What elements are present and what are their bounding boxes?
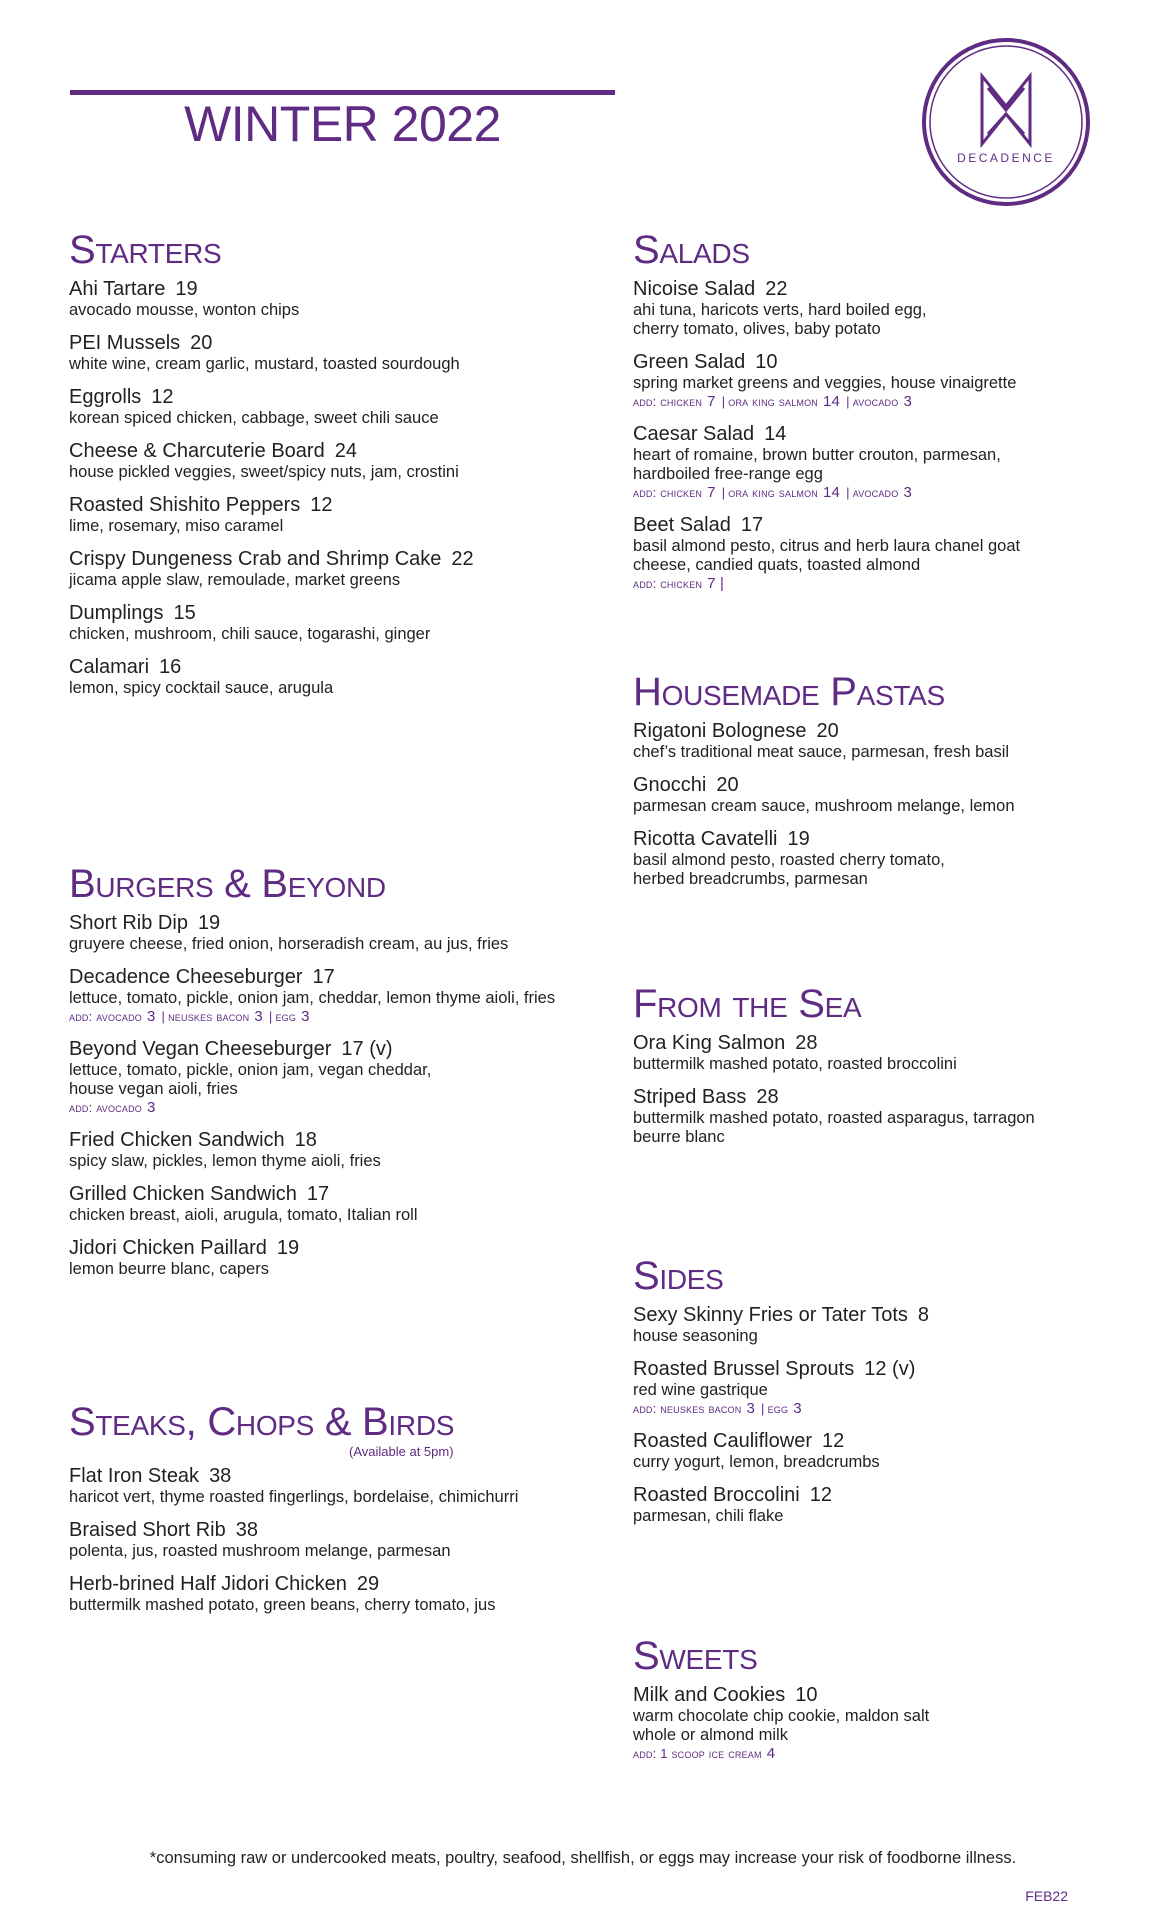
item-price: 12 (v) [864, 1358, 916, 1380]
item-name: Dumplings [69, 602, 164, 624]
menu-item [69, 1519, 629, 1561]
item-description: white wine, cream garlic, mustard, toasted sourdough [69, 355, 460, 373]
addon-separator: | [721, 394, 726, 409]
menu-item [633, 1684, 1166, 1763]
item-addons [633, 1400, 1166, 1418]
item-price: 38 [209, 1465, 232, 1487]
item-description: spring market greens and veggies, house vinaigrette [633, 374, 1017, 392]
item-name: Roasted Brussel Sprouts [633, 1358, 855, 1380]
item-description: ahi tuna, haricots verts, hard boiled egg, [633, 301, 927, 319]
item-price: 16 [159, 656, 182, 678]
menu-item [69, 1183, 629, 1225]
addon-label: avocado [852, 485, 899, 500]
item-price: 20 [816, 720, 839, 742]
addon-separator: | [268, 1009, 273, 1024]
item-name: Decadence Cheeseburger [69, 966, 303, 988]
item-price: 15 [173, 602, 196, 624]
item-name: Cheese & Charcuterie Board [69, 440, 325, 462]
item-description-line-2: whole or almond milk [633, 1726, 788, 1744]
addon-separator: | [846, 485, 850, 500]
item-name-row [69, 1237, 629, 1260]
section-title: Steaks, Chops & Birds [69, 1400, 455, 1444]
addon-label: add: neuskes bacon [633, 1401, 742, 1416]
menu-item [69, 656, 629, 698]
item-name: Eggrolls [69, 386, 142, 408]
menu-item [69, 1129, 629, 1171]
item-name: Jidori Chicken Paillard [69, 1237, 267, 1259]
item-name: Braised Short Rib [69, 1519, 226, 1541]
item-price: 38 [235, 1519, 258, 1541]
item-name: Ricotta Cavatelli [633, 828, 778, 850]
item-name-row [69, 548, 629, 571]
menu-section [633, 228, 1166, 605]
menu-section [633, 982, 1166, 1159]
addon-label: add: avocado [69, 1100, 142, 1115]
item-name: Flat Iron Steak [69, 1465, 200, 1487]
section-title: Sides [633, 1254, 724, 1298]
item-description: gruyere cheese, fried onion, horseradish cream, au jus, fries [69, 935, 509, 953]
section-title: Housemade Pastas [633, 670, 945, 714]
item-name-row [69, 278, 629, 301]
item-description: house pickled veggies, sweet/spicy nuts, jam, crostini [69, 463, 459, 481]
item-description: chicken breast, aioli, arugula, tomato, Italian roll [69, 1206, 418, 1224]
menu-section [69, 228, 629, 710]
item-description: curry yogurt, lemon, breadcrumbs [633, 1453, 880, 1471]
item-price: 12 [821, 1430, 845, 1452]
addon-price: 3 [793, 1400, 802, 1417]
menu-item [69, 1465, 629, 1507]
section-title: Salads [633, 228, 750, 272]
menu-item [69, 548, 629, 590]
logo-text: DECADENCE [957, 151, 1055, 165]
title-rule [70, 90, 615, 95]
addon-label: add: avocado [69, 1009, 142, 1024]
item-description: parmesan cream sauce, mushroom melange, lemon [633, 797, 1015, 815]
menu-item [633, 423, 1166, 502]
item-price: 17 [306, 1183, 330, 1205]
item-price: 12 [310, 494, 333, 516]
item-price: 22 [451, 548, 474, 570]
addon-label: add: chicken [633, 485, 703, 500]
section-title: Sweets [633, 1634, 758, 1678]
item-description-line-2: herbed breadcrumbs, parmesan [633, 870, 868, 888]
item-description: lemon, spicy cocktail sauce, arugula [69, 679, 334, 697]
item-name: Rigatoni Bolognese [633, 720, 807, 742]
item-name-row [69, 1519, 629, 1542]
item-name-row [633, 1684, 1166, 1707]
item-price: 29 [356, 1573, 380, 1595]
menu-item [69, 440, 629, 482]
item-name: Beet Salad [633, 514, 731, 536]
addon-separator: | [761, 1401, 765, 1416]
item-description: heart of romaine, brown butter crouton, parmesan, [633, 446, 1001, 464]
item-price: 10 [755, 351, 778, 373]
addon-price: 7 [707, 484, 716, 501]
item-name-row [633, 1032, 1166, 1055]
menu-item [69, 278, 629, 320]
addon-price: 14 [823, 393, 841, 410]
item-description: chicken, mushroom, chili sauce, togarashi, ginger [69, 625, 431, 643]
addon-price: 14 [823, 484, 841, 501]
menu-section [633, 1634, 1166, 1775]
item-name: Ahi Tartare [69, 278, 166, 300]
item-price: 10 [795, 1684, 818, 1706]
item-price: 12 [151, 386, 174, 408]
menu-item [69, 332, 629, 374]
item-price: 20 [190, 332, 213, 354]
item-name-row [69, 386, 629, 409]
item-price: 17 [740, 514, 764, 536]
item-price: 19 [175, 278, 198, 300]
item-price: 28 [756, 1086, 779, 1108]
addon-separator: | [721, 485, 726, 500]
item-price: 19 [276, 1237, 300, 1259]
menu-item [633, 1032, 1166, 1074]
item-name: Sexy Skinny Fries or Tater Tots [633, 1304, 908, 1326]
item-name: Grilled Chicken Sandwich [69, 1183, 297, 1205]
item-name: Ora King Salmon [633, 1032, 786, 1054]
item-name-row [69, 602, 629, 625]
addon-label: egg [275, 1009, 297, 1024]
item-name: Milk and Cookies [633, 1684, 786, 1706]
item-name-row [633, 1484, 1166, 1507]
addon-price: 3 [903, 484, 912, 501]
item-name-row [633, 1430, 1166, 1453]
item-name-row [69, 656, 629, 679]
menu-item [69, 494, 629, 536]
item-name-row [69, 440, 629, 463]
addon-label: neuskes bacon [168, 1009, 250, 1024]
item-price: 28 [795, 1032, 818, 1054]
menu-item [69, 1573, 629, 1615]
addon-price: 4 [766, 1745, 776, 1762]
item-name-row [69, 1465, 629, 1488]
item-name-row [633, 1358, 1166, 1381]
item-name-row [69, 332, 629, 355]
menu-item [633, 1358, 1166, 1418]
item-name: Striped Bass [633, 1086, 747, 1108]
item-name-row [69, 494, 629, 517]
menu-item [633, 351, 1166, 411]
addon-price: 7 [707, 393, 716, 410]
item-description: buttermilk mashed potato, roasted asparagus, tarragon [633, 1109, 1035, 1127]
item-description: lime, rosemary, miso caramel [69, 517, 284, 535]
item-name: Gnocchi [633, 774, 707, 796]
item-name: Roasted Shishito Peppers [69, 494, 301, 516]
addon-separator: | [161, 1009, 166, 1024]
section-title: Burgers & Beyond [69, 862, 386, 906]
item-price: 19 [197, 912, 221, 934]
item-description: chef’s traditional meat sauce, parmesan, fresh basil [633, 743, 1010, 761]
item-description: parmesan, chili flake [633, 1507, 784, 1525]
item-name: Crispy Dungeness Crab and Shrimp Cake [69, 548, 442, 570]
item-price: 17 [312, 966, 335, 988]
item-addons [69, 1008, 629, 1026]
item-addons [633, 1745, 1166, 1763]
menu-item [633, 1304, 1166, 1346]
menu-item [69, 1237, 629, 1279]
item-name-row [69, 966, 629, 989]
item-addons [633, 575, 1166, 593]
item-price: 19 [787, 828, 810, 850]
item-name-row [633, 1304, 1166, 1327]
menu-item [633, 720, 1166, 762]
item-description-line-2: hardboiled free-range egg [633, 465, 823, 483]
section-title: From the Sea [633, 982, 862, 1026]
item-description: lemon beurre blanc, capers [69, 1260, 269, 1278]
item-name-row [633, 1086, 1166, 1109]
item-name: Fried Chicken Sandwich [69, 1129, 285, 1151]
addon-price: 7 | [707, 575, 725, 592]
addon-label: add: chicken [633, 394, 703, 409]
item-name-row [633, 351, 1166, 374]
item-description-line-2: house vegan aioli, fries [69, 1080, 238, 1098]
menu-item [633, 774, 1166, 816]
menu-section [633, 1254, 1166, 1538]
menu-item [633, 1086, 1166, 1147]
item-name: Roasted Broccolini [633, 1484, 800, 1506]
addon-price: 3 [146, 1008, 156, 1025]
item-price: 22 [765, 278, 788, 300]
item-addons [633, 484, 1166, 502]
menu-item [633, 1484, 1166, 1526]
item-name-row [633, 720, 1166, 743]
item-description: basil almond pesto, citrus and herb laura chanel goat [633, 537, 1021, 555]
menu-item [69, 966, 629, 1026]
addon-label: ora king salmon [728, 394, 819, 409]
menu-section [69, 862, 629, 1291]
addon-label: egg [767, 1401, 789, 1416]
addon-price: 3 [903, 393, 912, 410]
addon-price: 3 [746, 1400, 756, 1417]
item-price: 24 [334, 440, 357, 462]
addon-label: avocado [852, 394, 899, 409]
item-description-line-2: cherry tomato, olives, baby potato [633, 320, 881, 338]
item-description: warm chocolate chip cookie, maldon salt [633, 1707, 930, 1725]
page-title: WINTER 2022 [184, 96, 501, 152]
item-description: haricot vert, thyme roasted fingerlings, bordelaise, chimichurri [69, 1488, 519, 1506]
item-name: Green Salad [633, 351, 746, 373]
item-price: 18 [294, 1129, 317, 1151]
disclaimer: *consuming raw or undercooked meats, poultry, seafood, shellfish, or eggs may increase your risk of foodborne illness. [149, 1849, 1017, 1867]
addon-price: 3 [301, 1008, 310, 1025]
item-price: 17 (v) [341, 1038, 393, 1060]
item-price: 14 [764, 423, 787, 445]
item-name-row [69, 1573, 629, 1596]
section-title: Starters [69, 228, 222, 272]
menu-code: FEB22 [1025, 1888, 1068, 1904]
addon-separator: | [846, 394, 850, 409]
item-description: lettuce, tomato, pickle, onion jam, cheddar, lemon thyme aioli, fries [69, 989, 556, 1007]
item-name: PEI Mussels [69, 332, 181, 354]
item-description: lettuce, tomato, pickle, onion jam, vegan cheddar, [69, 1061, 432, 1079]
menu-item [69, 602, 629, 644]
menu-item [633, 278, 1166, 339]
item-name: Short Rib Dip [69, 912, 188, 934]
addon-label: add: 1 scoop ice cream [633, 1746, 762, 1761]
item-price: 20 [716, 774, 739, 796]
item-name-row [633, 774, 1166, 797]
item-description: jicama apple slaw, remoulade, market greens [69, 571, 401, 589]
item-name: Calamari [69, 656, 150, 678]
item-description: spicy slaw, pickles, lemon thyme aioli, fries [69, 1152, 381, 1170]
decadence-logo [920, 36, 1092, 208]
menu-item [633, 1430, 1166, 1472]
item-name: Herb-brined Half Jidori Chicken [69, 1573, 347, 1595]
item-description: korean spiced chicken, cabbage, sweet chili sauce [69, 409, 439, 427]
item-name-row [69, 912, 629, 935]
addon-price: 3 [146, 1099, 156, 1116]
item-description: buttermilk mashed potato, green beans, cherry tomato, jus [69, 1596, 496, 1614]
item-name-row [633, 278, 1166, 301]
item-description: buttermilk mashed potato, roasted broccolini [633, 1055, 957, 1073]
menu-item [69, 386, 629, 428]
item-name-row [69, 1183, 629, 1206]
item-description-line-2: cheese, candied quats, toasted almond [633, 556, 921, 574]
item-description: polenta, jus, roasted mushroom melange, parmesan [69, 1542, 451, 1560]
item-name-row [69, 1038, 629, 1061]
menu-item [633, 828, 1166, 889]
item-name: Nicoise Salad [633, 278, 756, 300]
item-name: Caesar Salad [633, 423, 755, 445]
item-addons [633, 393, 1166, 411]
availability-note: (Available at 5pm) [349, 1444, 454, 1459]
menu-section [69, 1400, 629, 1627]
item-description: house seasoning [633, 1327, 758, 1345]
item-name-row [69, 1129, 629, 1152]
item-description: basil almond pesto, roasted cherry tomato, [633, 851, 945, 869]
addon-label: add: chicken [633, 576, 703, 591]
menu-item [69, 1038, 629, 1117]
item-price: 8 [917, 1304, 930, 1326]
item-description: red wine gastrique [633, 1381, 768, 1399]
menu-item [633, 514, 1166, 593]
item-name: Roasted Cauliflower [633, 1430, 812, 1452]
menu-item [69, 912, 629, 954]
item-addons [69, 1099, 629, 1117]
addon-price: 3 [254, 1008, 263, 1025]
item-name: Beyond Vegan Cheeseburger [69, 1038, 332, 1060]
item-description-line-2: beurre blanc [633, 1128, 725, 1146]
item-name-row [633, 828, 1166, 851]
item-description: avocado mousse, wonton chips [69, 301, 300, 319]
item-name-row [633, 514, 1166, 537]
item-price: 12 [809, 1484, 832, 1506]
menu-section [633, 670, 1166, 901]
item-name-row [633, 423, 1166, 446]
addon-label: ora king salmon [728, 485, 819, 500]
